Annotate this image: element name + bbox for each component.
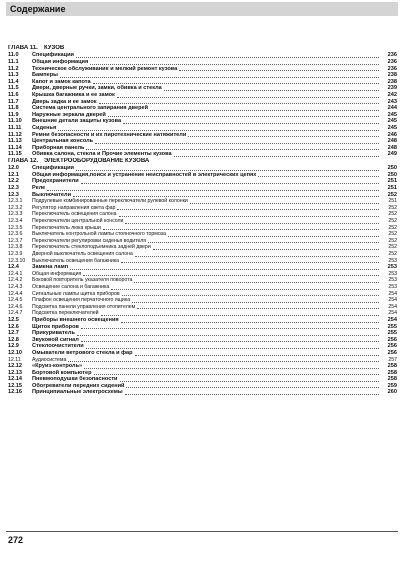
toc-entry: [8, 363, 397, 370]
entry-page: 252: [388, 231, 397, 238]
entry-page: 236: [387, 65, 397, 72]
entry-title: Дверь задка и ее замок: [32, 98, 97, 105]
dot-leader: [135, 351, 379, 356]
entry-title: Переключатель освещения салона: [32, 211, 117, 218]
entry-title: Выключатель контрольной лампы стояночного тормоза: [32, 231, 166, 238]
entry-title: Переключатели центральной консоли: [32, 218, 124, 225]
toc-entry: [8, 218, 397, 225]
entry-page: 258: [387, 376, 397, 383]
entry-number: 11.15: [8, 151, 22, 158]
dot-leader: [137, 304, 379, 309]
dot-leader: [90, 60, 379, 65]
entry-number: 11.7: [8, 98, 19, 105]
entry-page: 248: [387, 144, 397, 151]
dot-leader: [86, 344, 379, 349]
toc-entry: [8, 178, 397, 185]
entry-title: Плафон освещения перчаточного ящика: [32, 297, 131, 304]
entry-number: 12.12: [8, 363, 22, 370]
toc-entry: [8, 231, 397, 238]
entry-number: 12.3.5: [8, 224, 23, 231]
entry-page: 250: [387, 171, 397, 178]
entry-page: 252: [388, 204, 397, 211]
dot-leader: [86, 145, 379, 150]
entry-page: 238: [387, 78, 397, 85]
toc-entry: [8, 145, 397, 152]
entry-title: КУЗОВ: [44, 45, 65, 51]
entry-page: 254: [388, 297, 397, 304]
entry-page: 252: [388, 251, 397, 257]
dot-leader: [123, 119, 379, 124]
chapter-heading: [8, 158, 397, 165]
dot-leader: [77, 331, 379, 336]
toc-entry: [8, 211, 397, 218]
entry-page: 252: [388, 211, 397, 218]
entry-number: 12.4: [8, 264, 19, 271]
toc-entry: [8, 350, 397, 357]
entry-page: 252: [388, 244, 397, 251]
dot-leader: [122, 291, 379, 296]
entry-page: 252: [388, 237, 397, 244]
dot-leader: [121, 258, 379, 263]
entry-page: 253: [388, 270, 397, 277]
entry-page: 253: [388, 277, 397, 284]
entry-page: 238: [387, 72, 397, 79]
dot-leader: [81, 179, 379, 184]
dot-leader: [111, 285, 379, 290]
toc-entry: [8, 317, 397, 324]
toc-entry: [8, 389, 397, 396]
toc-entry: [8, 244, 397, 251]
entry-title: Регулятор направления света фар: [32, 204, 116, 211]
entry-page: 245: [387, 111, 397, 118]
toc-entry: [8, 251, 397, 258]
entry-page: 255: [387, 323, 397, 330]
dot-leader: [84, 364, 379, 369]
entry-title: Подрулевые комбинированные переключатели рулевой колонки: [32, 198, 188, 205]
dot-leader: [190, 199, 379, 204]
entry-title: Приборы внешнего освещения: [32, 316, 119, 323]
toc-entry: [8, 125, 397, 132]
entry-page: 252: [387, 191, 397, 198]
dot-leader: [117, 93, 379, 98]
toc-entry: [8, 238, 397, 245]
entry-number: 11.0: [8, 52, 19, 59]
entry-number: ГЛАВА 11.: [8, 45, 38, 51]
toc-entry: [8, 112, 397, 119]
entry-number: 11.5: [8, 85, 19, 92]
dot-leader: [134, 278, 379, 283]
entry-title: Внешние детали защиты кузова: [32, 118, 122, 125]
dot-leader: [135, 252, 379, 257]
dot-leader: [125, 390, 379, 395]
dot-leader: [126, 383, 379, 388]
toc-entry: [8, 284, 397, 291]
entry-number: 11.8: [8, 105, 19, 112]
entry-title: Принципиальные электросхемы: [32, 389, 123, 396]
entry-number: 11.6: [8, 91, 19, 98]
entry-number: 12.3.7: [8, 237, 23, 244]
entry-title: Боковой повторитель указателя поворота: [32, 277, 133, 284]
entry-number: 12.3.4: [8, 218, 23, 225]
entry-number: 11.10: [8, 118, 22, 125]
entry-page: 252: [388, 218, 397, 225]
entry-number: 11.14: [8, 144, 22, 151]
entry-title: Обогреватели передних сидений: [32, 382, 125, 389]
entry-page: 246: [387, 131, 397, 138]
toc-entry: [8, 376, 397, 383]
entry-number: 12.13: [8, 369, 22, 376]
dot-leader: [174, 152, 379, 157]
entry-title: Замена ламп: [32, 264, 69, 271]
dot-leader: [60, 73, 379, 78]
section-header: [6, 2, 398, 16]
entry-page: 253: [388, 283, 397, 290]
toc-entry: [8, 99, 397, 106]
toc-entry: [8, 185, 397, 192]
entry-number: 11.1: [8, 58, 19, 65]
entry-title: Омыватели ветрового стекла и фар: [32, 349, 133, 356]
entry-page: 260: [387, 389, 397, 396]
entry-page: 256: [387, 349, 397, 356]
entry-number: 12.3.1: [8, 198, 23, 205]
entry-page: 251: [387, 178, 397, 185]
entry-number: 11.3: [8, 72, 19, 79]
entry-number: 12.3.6: [8, 231, 23, 238]
entry-title: Стеклоочистители: [32, 343, 84, 350]
dot-leader: [179, 66, 379, 71]
entry-title: Звуковой сигнал: [32, 336, 79, 343]
toc-entry: [8, 343, 397, 350]
dot-leader: [93, 79, 379, 84]
entry-number: 12.4.1: [8, 270, 23, 277]
entry-page: 239: [387, 85, 397, 92]
entry-title: Общая информация,поиск и устранение неисправностей в электрических цепях: [32, 171, 257, 178]
entry-number: 12.6: [8, 323, 19, 330]
toc-entry: [8, 79, 397, 86]
entry-number: 12.15: [8, 382, 22, 389]
dot-leader: [47, 186, 379, 191]
entry-number: ГЛАВА 12.: [8, 157, 39, 164]
entry-title: Пневмоподушки безопасности: [32, 376, 118, 383]
dot-leader: [164, 86, 379, 91]
entry-page: 252: [388, 224, 397, 231]
entry-number: 12.10: [8, 349, 22, 356]
entry-number: 12.4.2: [8, 277, 23, 284]
entry-number: 12.11: [8, 356, 21, 363]
entry-page: 254: [387, 316, 397, 323]
entry-number: 11.2: [8, 65, 19, 72]
dot-leader: [132, 298, 379, 303]
dot-leader: [120, 377, 380, 382]
entry-number: 12.3.10: [8, 257, 26, 264]
toc-entry: [8, 383, 397, 390]
entry-page: 253: [388, 257, 397, 264]
entry-title: Бортовой компьютер: [32, 369, 92, 376]
entry-title: Реле: [32, 185, 46, 192]
entry-page: 253: [387, 264, 397, 271]
dot-leader: [119, 212, 379, 217]
entry-number: 12.16: [8, 389, 22, 396]
entry-page: 236: [387, 58, 397, 65]
entry-page: 249: [387, 151, 397, 158]
entry-number: 12.9: [8, 343, 19, 350]
toc-entry: [8, 324, 397, 331]
toc-entry: [8, 297, 397, 304]
toc-entry: [8, 165, 397, 172]
toc-entry: [8, 264, 397, 271]
dot-leader: [70, 265, 379, 270]
entry-page: 251: [388, 198, 397, 205]
dot-leader: [83, 271, 379, 276]
dot-leader: [125, 219, 379, 224]
footer-divider: [6, 531, 398, 532]
toc-entry: [8, 330, 397, 337]
toc-entry: [8, 277, 397, 284]
dot-leader: [103, 225, 379, 230]
entry-number: 12.7: [8, 330, 19, 337]
toc-entry: [8, 138, 397, 145]
toc-entry: [8, 225, 397, 232]
dot-leader: [73, 192, 379, 197]
entry-number: 12.3: [8, 191, 19, 198]
dot-leader: [68, 357, 379, 362]
entry-number: 12.3.3: [8, 211, 23, 218]
chapter-heading: [8, 45, 397, 52]
toc-entry: [8, 205, 397, 212]
dot-leader: [81, 337, 379, 342]
toc-entry: [8, 198, 397, 205]
entry-title: Прикуриватель: [32, 330, 75, 337]
entry-title: Выключатели: [32, 191, 72, 198]
toc-entry: [8, 258, 397, 265]
entry-page: 254: [388, 310, 397, 317]
entry-title: Приборная панель: [32, 144, 85, 151]
entry-number: 12.1: [8, 171, 19, 178]
entry-title: Бамперы: [32, 72, 58, 79]
dot-leader: [117, 205, 379, 210]
dot-leader: [99, 99, 379, 104]
toc-entry: [8, 72, 397, 79]
toc-entry: [8, 291, 397, 298]
entry-title: Подсветка переключателей: [32, 310, 99, 317]
entry-page: 259: [387, 382, 397, 389]
entry-page: 244: [387, 105, 397, 112]
entry-title: Центральная консоль: [32, 138, 94, 145]
toc-entry: [8, 105, 397, 112]
toc-entry: [8, 310, 397, 317]
dot-leader: [258, 172, 379, 177]
dot-leader: [95, 139, 379, 144]
entry-number: 12.3: [8, 185, 19, 192]
entry-title: Техническое обслуживание и мелкий ремонт кузова: [32, 65, 178, 72]
entry-title: Наружные зеркала дверей: [32, 111, 106, 118]
entry-page: 248: [387, 138, 397, 145]
entry-title: Переключатели регулировки сиденья водителя: [32, 237, 147, 244]
toc-entry: [8, 370, 397, 377]
entry-title: Аудиосистема: [32, 356, 67, 363]
dot-leader: [168, 232, 379, 237]
entry-title: Крышка багажника и ее замок: [32, 91, 115, 98]
entry-page: 257: [388, 356, 397, 363]
toc-entry: [8, 172, 397, 179]
page-number: 272: [8, 535, 24, 545]
entry-title: Обивка салона, стекла и Прочие элементы кузова: [32, 151, 172, 158]
section-title: Содержание: [10, 4, 66, 14]
entry-title: Капот и замок капота: [32, 78, 91, 85]
entry-title: «Круиз-контроль»: [32, 363, 83, 370]
entry-number: 12.4.6: [8, 303, 23, 310]
dot-leader: [101, 311, 379, 316]
entry-title: Система центрального запирания дверей: [32, 105, 149, 112]
entry-page: 236: [387, 52, 397, 59]
entry-number: 12.3.2: [8, 204, 23, 211]
entry-page: 256: [387, 336, 397, 343]
entry-number: 12.4.7: [8, 310, 23, 317]
dot-leader: [121, 318, 379, 323]
entry-title: Сиденья: [32, 124, 57, 131]
entry-title: Общая информация: [32, 270, 82, 277]
entry-number: 11.9: [8, 111, 19, 118]
entry-title: Сигнальные лампы щитка приборов: [32, 290, 120, 297]
entry-page: 256: [387, 343, 397, 350]
toc-entry: [8, 92, 397, 99]
entry-page: 251: [387, 185, 397, 192]
entry-title: Общая информация: [32, 58, 89, 65]
entry-title: Спецификации: [32, 52, 74, 59]
entry-title: Освещение салона и багажника: [32, 283, 110, 290]
entry-number: 12.4.3: [8, 283, 23, 290]
entry-page: 245: [387, 124, 397, 131]
toc-entry: [8, 85, 397, 92]
toc-entry: [8, 151, 397, 158]
entry-title: Ремни безопасности и их пиротехнические натяжители: [32, 131, 187, 138]
entry-title: Подсветка панели управления отопителем: [32, 303, 136, 310]
entry-number: 12.0: [8, 165, 19, 172]
entry-number: 11.13: [8, 138, 22, 145]
entry-title: Предохранители: [32, 178, 79, 185]
toc-entry: [8, 52, 397, 59]
entry-number: 12.3.9: [8, 251, 23, 257]
dot-leader: [76, 53, 379, 58]
entry-title: Спецификации: [32, 165, 74, 172]
dot-leader: [153, 245, 379, 250]
dot-leader: [81, 324, 379, 329]
dot-leader: [108, 112, 379, 117]
toc-entry: [8, 118, 397, 125]
entry-page: 258: [387, 369, 397, 376]
entry-page: 250: [387, 165, 397, 172]
dot-leader: [148, 238, 379, 243]
dot-leader: [94, 370, 379, 375]
toc-entry: [8, 271, 397, 278]
entry-page: 245: [387, 118, 397, 125]
dot-leader: [188, 132, 379, 137]
entry-title: ЭЛЕКТРООБОРУДОВАНИЕ КУЗОВА: [44, 157, 150, 164]
entry-number: 11.11: [8, 124, 22, 131]
entry-title: Переключатель люка крыши: [32, 224, 101, 231]
toc-entry: [8, 357, 397, 364]
toc-entry: [8, 66, 397, 73]
toc-entry: [8, 59, 397, 66]
entry-number: 11.4: [8, 78, 19, 85]
entry-number: 12.8: [8, 336, 19, 343]
entry-number: 12.4.4: [8, 290, 23, 297]
entry-number: 11.12: [8, 131, 22, 138]
entry-title: Дверной выключатель освещения салона: [32, 251, 133, 257]
entry-title: Выключатель освещения багажника: [32, 257, 120, 264]
entry-page: 242: [387, 91, 397, 98]
entry-number: 12.5: [8, 316, 19, 323]
entry-page: 258: [387, 363, 397, 370]
entry-page: 254: [388, 303, 397, 310]
table-of-contents: [8, 45, 397, 396]
toc-entry: [8, 337, 397, 344]
entry-number: 12.4.5: [8, 297, 23, 304]
toc-entry: [8, 304, 397, 311]
entry-title: Двери, дверные ручки, замки, обивка и стекла: [32, 85, 162, 92]
entry-title: Щиток приборов: [32, 323, 79, 330]
entry-page: 255: [387, 330, 397, 337]
toc-entry: [8, 132, 397, 139]
entry-page: 254: [388, 290, 397, 297]
dot-leader: [150, 106, 379, 111]
entry-page: 243: [387, 98, 397, 105]
entry-number: 12.3.8: [8, 244, 23, 251]
dot-leader: [76, 166, 379, 171]
toc-entry: [8, 192, 397, 199]
entry-number: 12.14: [8, 376, 22, 383]
dot-leader: [58, 126, 379, 131]
entry-number: 12.2: [8, 178, 19, 185]
entry-title: Переключатель стеклоподъемника задней двери: [32, 244, 151, 251]
